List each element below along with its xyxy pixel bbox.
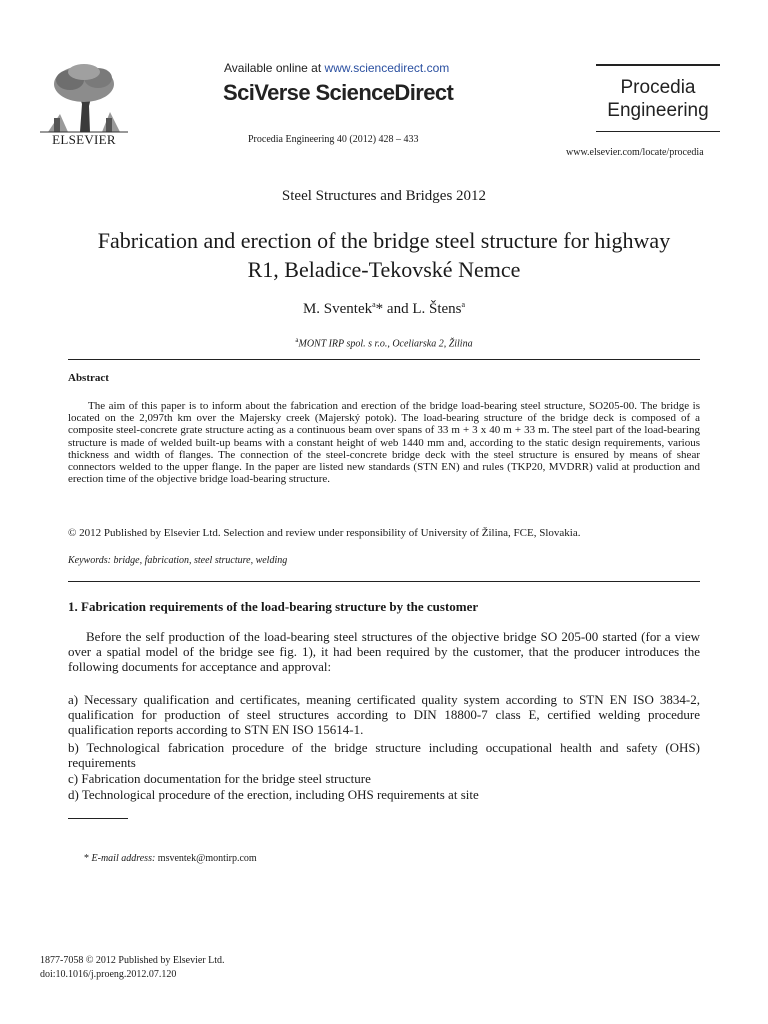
journal-title-line2: Engineering bbox=[607, 100, 709, 121]
author-list bbox=[0, 300, 768, 318]
affiliation-mark: a bbox=[295, 336, 299, 344]
abstract-text: The aim of this paper is to inform about the fabrication and erection of the bridge load-bearing steel structure, SO205-00. The bridge is located on the 2,097th km over the Majersky creek (Majerský potok). The load-bearing structure of the bridge deck is composed of a composite steel-concrete grate structure acting as a continuous beam over spans of 33 m + 3 x 40 m + 33 m. The steel part of the load-bearing structure is made of welded built-up beams with a constant height of web 1440 mm and, according to the static design requirements, various thickness and width of flanges. The connection of the steel-concrete bridge deck with the steel structure is ensured by means of shear connectors welded to the upper flange. In the paper are listed new standards (STN EN) and rules (TKP20, MVDRR) valid at production and erection time of the objective bridge load-bearing structure. bbox=[68, 400, 700, 486]
section-1-intro: Before the self production of the load-bearing steel structures of the objective bridge SO 205-00 started (for a view over a spatial model of the bridge see fig. 1), it had been required by the customer, that the producer introduces the following documents for acceptance and approval: bbox=[68, 629, 700, 675]
abstract-heading: Abstract bbox=[68, 372, 109, 384]
issn-line: 1877-7058 © 2012 Published by Elsevier Ltd. bbox=[40, 955, 225, 966]
author-1: M. Sventek bbox=[302, 301, 373, 317]
section-1-heading: 1. Fabrication requirements of the load-bearing structure by the customer bbox=[68, 599, 479, 614]
footnote-mark: * bbox=[84, 853, 92, 864]
footnote-label: E-mail address: bbox=[91, 853, 156, 864]
author-1-affil-mark: a bbox=[372, 300, 376, 309]
author-2: and L. Štens bbox=[383, 301, 462, 317]
footnote-email[interactable]: msventek@montirp.com bbox=[155, 853, 257, 864]
list-item-b: b) Technological fabrication procedure of the bridge structure including occupational health and safety (OHS) requirements bbox=[68, 740, 700, 771]
availability-line bbox=[224, 61, 449, 75]
affiliation bbox=[0, 336, 768, 349]
paper-title bbox=[60, 226, 708, 284]
list-item-d: d) Technological procedure of the erection, including OHS requirements at site bbox=[68, 787, 479, 802]
list-item-a: a) Necessary qualification and certificates, meaning certificated quality system according to STN EN ISO 3834-2, qualification for production of steel structures according to DIN 18800-7 class E, certified welding procedure qualification reports according to STN EN ISO 15614-1. bbox=[68, 692, 700, 738]
sciencedirect-link[interactable]: www.sciencedirect.com bbox=[324, 61, 450, 75]
paper-title-line2: R1, Beladice-Tekovské Nemce bbox=[247, 257, 521, 282]
footnote-rule bbox=[68, 818, 128, 819]
paper-title-line1: Fabrication and erection of the bridge steel structure for highway bbox=[97, 228, 671, 253]
journal-title-line1: Procedia bbox=[620, 77, 696, 98]
footnote bbox=[84, 853, 257, 864]
journal-citation: Procedia Engineering 40 (2012) 428 – 433 bbox=[248, 134, 419, 145]
journal-title bbox=[596, 76, 720, 122]
conference-name: Steel Structures and Bridges 2012 bbox=[281, 188, 487, 204]
publisher-wordmark: ELSEVIER bbox=[52, 132, 116, 147]
doi-line[interactable]: doi:10.1016/j.proeng.2012.07.120 bbox=[40, 969, 177, 980]
availability-prefix: Available online at bbox=[224, 61, 325, 75]
keywords: Keywords: bridge, fabrication, steel structure, welding bbox=[68, 555, 288, 566]
copyright-statement: © 2012 Published by Elsevier Ltd. Selection and review under responsibility of University of Žilina, FCE, Slovakia. bbox=[68, 527, 581, 539]
affiliation-text: MONT IRP spol. s r.o., Oceliarska 2, Žilina bbox=[298, 338, 473, 350]
abstract-rule-bottom bbox=[68, 581, 700, 582]
corresponding-mark: * bbox=[375, 301, 384, 317]
author-2-affil-mark: a bbox=[461, 300, 466, 309]
journal-url-link[interactable]: www.elsevier.com/locate/procedia bbox=[566, 147, 704, 158]
abstract-rule-top bbox=[68, 359, 700, 360]
platform-name: SciVerse ScienceDirect bbox=[223, 80, 454, 105]
journal-rule-top bbox=[596, 64, 720, 66]
journal-rule-bottom bbox=[596, 131, 720, 132]
list-item-c: c) Fabrication documentation for the bridge steel structure bbox=[68, 771, 371, 786]
